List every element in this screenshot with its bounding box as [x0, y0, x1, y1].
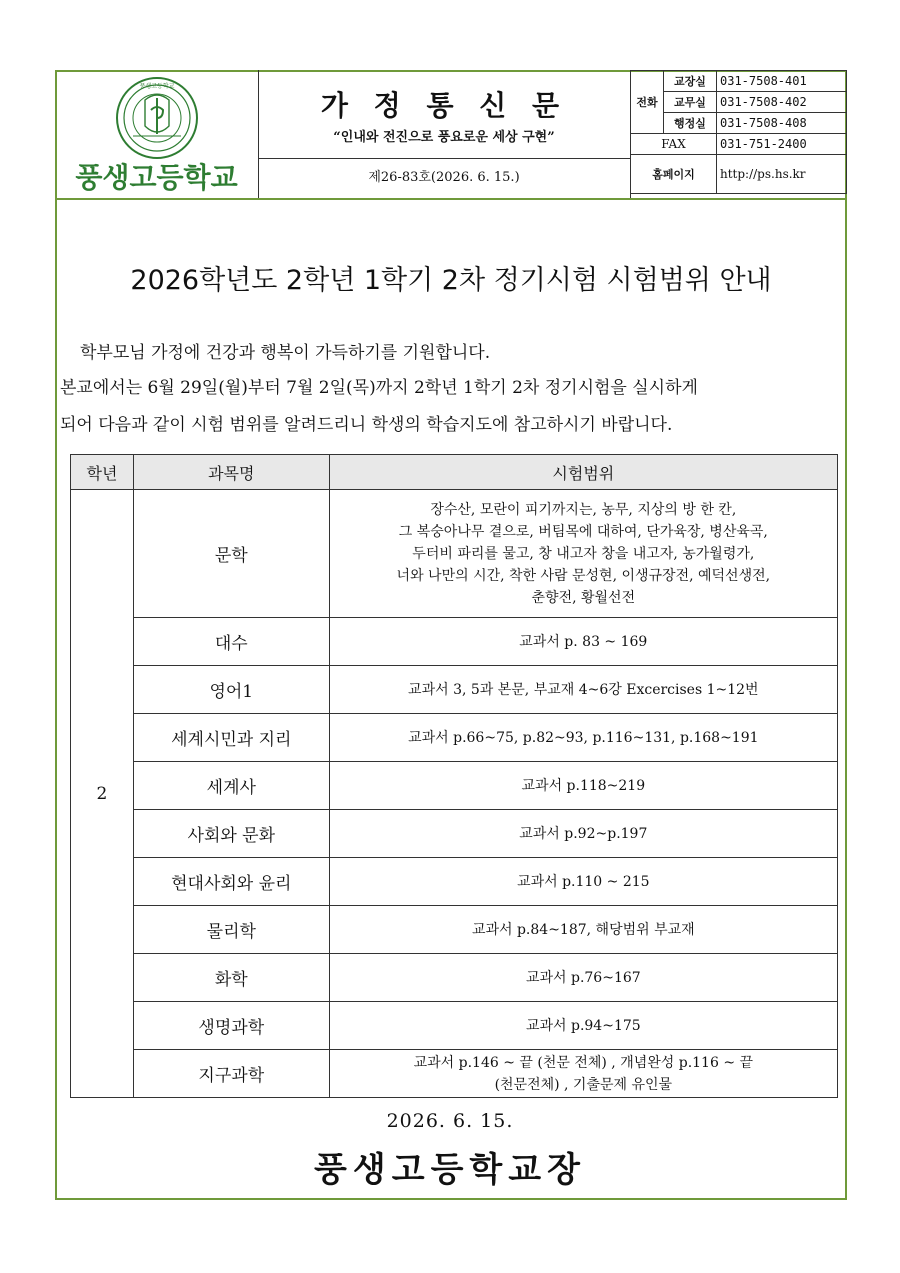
range-line: 교과서 p.76~167: [525, 969, 641, 986]
range-cell: [329, 714, 837, 762]
range-cell: [329, 762, 837, 810]
range-line: 장수산, 모란이 피기까지는, 농무, 지상의 방 한 칸,: [430, 501, 737, 518]
table-row: [71, 762, 838, 810]
notice-title: 2026학년도 2학년 1학기 2차 정기시험 시험범위 안내: [130, 265, 772, 296]
newsletter-title: 가 정 통 신 문: [320, 89, 568, 122]
subject-cell: 물리학: [133, 906, 329, 954]
table-row: [71, 810, 838, 858]
range-line: 교과서 p.146 ~ 끝 (천문 전체) , 개념완성 p.116 ~ 끝: [413, 1054, 754, 1071]
table-row: [71, 1002, 838, 1050]
subject-cell: 현대사회와 윤리: [133, 858, 329, 906]
issue-date: 2026. 6. 15.: [386, 1110, 514, 1132]
range-cell: [329, 618, 837, 666]
subject-cell: 영어1: [133, 666, 329, 714]
principal-signature: 풍생고등학교장: [314, 1150, 586, 1190]
exam-range-table: [70, 454, 838, 1098]
body-line-1: 본교에서는 6월 29일(월)부터 7월 2일(목)까지 2학년 1학기 2차 정기시험을 실시하게: [60, 378, 698, 398]
table-row: [71, 714, 838, 762]
school-name: 풍생고등학교: [75, 161, 238, 194]
fax-label: FAX: [631, 134, 717, 155]
table-row: [71, 666, 838, 714]
contact-number: 031-7508-401: [717, 71, 847, 92]
range-line: 교과서 p. 83 ~ 169: [519, 633, 648, 650]
table-row: [71, 858, 838, 906]
subject-cell: 세계시민과 지리: [133, 714, 329, 762]
range-cell: [329, 954, 837, 1002]
subject-cell: 사회와 문화: [133, 810, 329, 858]
fax-number: 031-751-2400: [717, 134, 847, 155]
header-subject: 과목명: [133, 455, 329, 490]
table-row: [71, 954, 838, 1002]
range-line: 교과서 p.66~75, p.82~93, p.116~131, p.168~191: [408, 729, 759, 746]
school-slogan: “인내와 전진으로 풍요로운 세상 구현”: [333, 130, 555, 145]
phone-label: 전화: [631, 71, 664, 134]
subject-cell: 지구과학: [133, 1050, 329, 1098]
range-line: 너와 나만의 시간, 착한 사람 문성현, 이생규장전, 예덕선생전,: [396, 567, 771, 584]
table-header-row: [71, 455, 838, 490]
subject-cell: 문학: [133, 490, 329, 618]
seal-text: 풍생고등학교: [139, 83, 175, 90]
range-cell: [329, 666, 837, 714]
greeting-paragraph: 학부모님 가정에 건강과 행복이 가득하기를 기원합니다.: [80, 343, 491, 363]
grade-cell: 2: [71, 490, 134, 1098]
range-line: 교과서 p.92~p.197: [519, 825, 648, 842]
range-line: 그 복숭아나무 곁으로, 버팀목에 대하여, 단가육장, 병산육곡,: [398, 523, 768, 540]
header-grade: 학년: [71, 455, 134, 490]
contact-info: [630, 70, 847, 198]
contact-label: 행정실: [664, 113, 717, 134]
subject-cell: 생명과학: [133, 1002, 329, 1050]
subject-cell: 화학: [133, 954, 329, 1002]
table-row: [71, 1050, 838, 1098]
table-row: [71, 618, 838, 666]
school-seal-icon: [115, 76, 199, 160]
range-cell: [329, 858, 837, 906]
subject-cell: 세계사: [133, 762, 329, 810]
body-line-2: 되어 다음과 같이 시험 범위를 알려드리니 학생의 학습지도에 참고하시기 바랍니다.: [60, 415, 673, 435]
table-row: [71, 906, 838, 954]
range-line: 두터비 파리를 물고, 창 내고자 창을 내고자, 농가월령가,: [412, 545, 755, 562]
range-line: 교과서 3, 5과 본문, 부교재 4~6강 Excercises 1~12번: [408, 681, 759, 698]
header-range: 시험범위: [329, 455, 837, 490]
range-cell: [329, 1050, 837, 1098]
range-cell: [329, 810, 837, 858]
contact-label: 교무실: [664, 92, 717, 113]
contact-number: 031-7508-402: [717, 92, 847, 113]
range-line: 교과서 p.110 ~ 215: [517, 873, 650, 890]
title-cell: [258, 70, 631, 159]
subject-cell: 대수: [133, 618, 329, 666]
newsletter-header: [55, 70, 847, 200]
issue-number: 제26-83호(2026. 6. 15.): [258, 158, 631, 198]
contact-number: 031-7508-408: [717, 113, 847, 134]
range-cell: [329, 490, 837, 618]
contact-label: 교장실: [664, 71, 717, 92]
range-line: 교과서 p.94~175: [525, 1017, 641, 1034]
homepage-label: 홈페이지: [631, 155, 717, 194]
range-cell: [329, 906, 837, 954]
table-row: [71, 490, 838, 618]
homepage-link[interactable]: http://ps.hs.kr: [717, 155, 847, 194]
range-line: 교과서 p.84~187, 해당범위 부교재: [471, 921, 695, 938]
range-line: (천문전체) , 기출문제 유인물: [494, 1076, 673, 1093]
range-line: 교과서 p.118~219: [521, 777, 646, 794]
range-cell: [329, 1002, 837, 1050]
logo-cell: [55, 70, 259, 198]
range-line: 춘향전, 황월선전: [531, 589, 636, 606]
